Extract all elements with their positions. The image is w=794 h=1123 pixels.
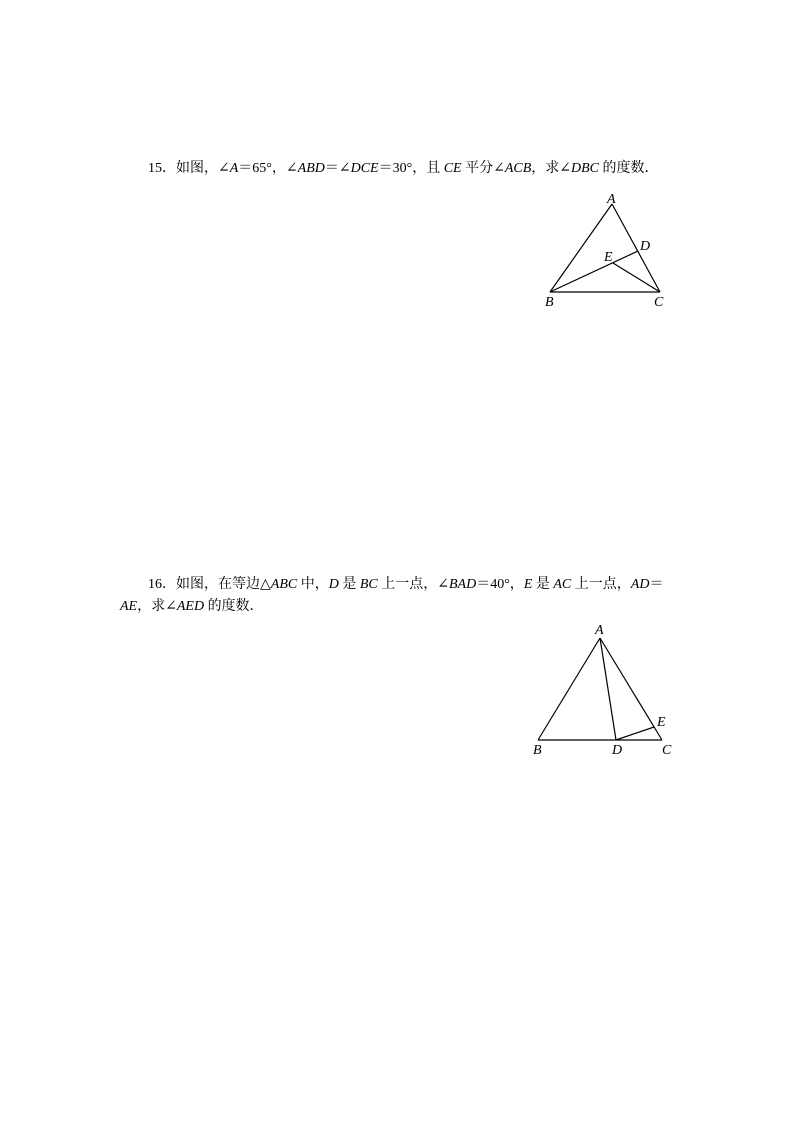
problem-16-seg: 上一点，∠ — [377, 577, 449, 592]
problem-16-seg: 是 — [338, 577, 360, 592]
problem-16-seg: 是 — [532, 577, 554, 592]
segment-bd — [550, 251, 638, 292]
problem-15-seg: ＝30°，且 — [378, 161, 444, 176]
problem-15-seg: ACB — [504, 161, 532, 176]
label-e: E — [657, 715, 666, 730]
problem-15-seg: ＝65°，∠ — [238, 161, 298, 176]
problem-16-seg: ＝40°， — [476, 577, 524, 592]
problem-16-seg: D — [328, 577, 339, 592]
problem-16-seg: 的度数． — [204, 599, 264, 614]
problem-16-seg: BAD — [448, 577, 477, 592]
problem-15-seg: ，求∠ — [531, 161, 572, 176]
label-b: B — [533, 743, 542, 758]
problem-15-seg: ＝∠ — [324, 161, 351, 176]
problem-16-seg: AE — [120, 599, 138, 614]
problem-16-figure — [528, 620, 678, 760]
problem-15-seg: DCE — [350, 161, 379, 176]
segment-ad — [600, 638, 616, 740]
problem-16-seg: 上一点， — [571, 577, 631, 592]
label-e: E — [604, 250, 613, 265]
problem-16-seg: E — [523, 577, 533, 592]
problem-16-seg: BC — [359, 577, 378, 592]
label-b: B — [545, 295, 554, 310]
segment-ab — [538, 638, 600, 740]
problem-15-seg: 15．如图，∠ — [148, 161, 230, 176]
label-c: C — [654, 295, 664, 310]
problem-15-statement — [148, 160, 659, 178]
problem-16-statement-line1 — [148, 576, 663, 594]
problem-15-seg: 的度数． — [599, 161, 659, 176]
problem-16-seg: AD — [630, 577, 650, 592]
problem-16-seg: ，求∠ — [137, 599, 177, 614]
segment-ac — [600, 638, 662, 740]
label-d: D — [612, 743, 623, 758]
label-a: A — [595, 623, 604, 638]
problem-15-seg: DBC — [571, 161, 600, 176]
problem-15-seg: CE — [443, 161, 462, 176]
label-d: D — [640, 239, 651, 254]
segment-de — [616, 727, 654, 740]
problem-15-seg: ABD — [297, 161, 325, 176]
problem-15-diagram — [540, 190, 672, 312]
label-a: A — [607, 192, 616, 207]
segment-ab — [550, 204, 612, 292]
problem-16-seg: 中， — [297, 577, 329, 592]
problem-16-statement-line2 — [120, 598, 264, 616]
problem-15-figure — [540, 190, 672, 312]
problem-15-seg: A — [229, 161, 239, 176]
problem-16-seg: AED — [176, 599, 205, 614]
problem-16-seg: 16．如图，在等边△ — [148, 577, 271, 592]
problem-16-seg: ABC — [270, 577, 298, 592]
segment-ac — [612, 204, 660, 292]
problem-16-diagram — [528, 620, 678, 760]
problem-16-seg: ＝ — [649, 577, 664, 592]
segment-ec — [613, 263, 660, 292]
problem-16-seg: AC — [553, 577, 572, 592]
problem-15-seg: 平分∠ — [461, 161, 505, 176]
label-c: C — [662, 743, 672, 758]
